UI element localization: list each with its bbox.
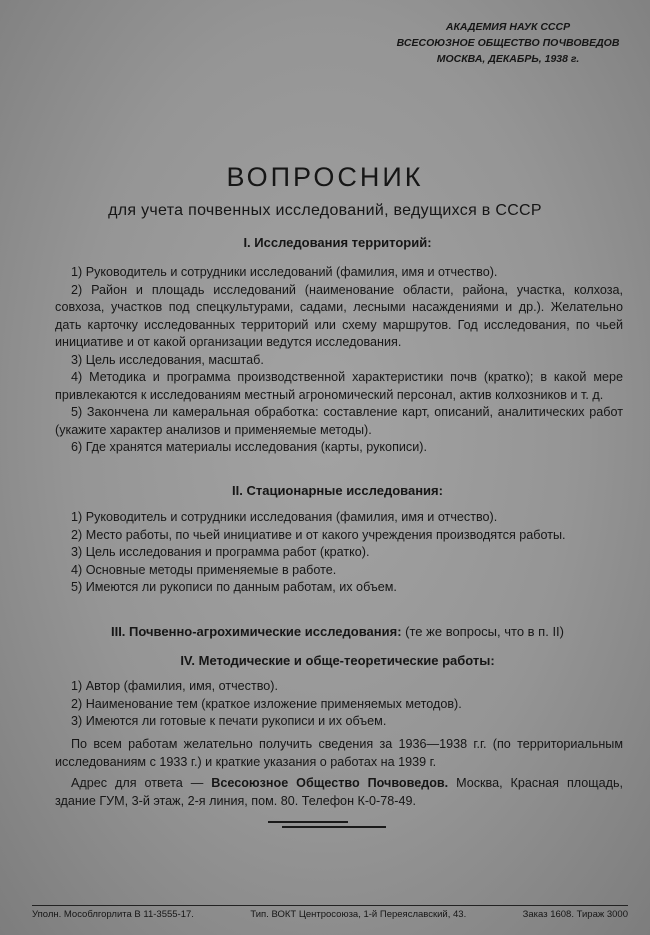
decorative-rule <box>268 821 348 823</box>
footer-printer: Тип. ВОКТ Центросоюза, 1-й Переяславский, 43. <box>250 909 467 920</box>
section-4-items <box>55 678 623 731</box>
list-item: 3) Имеются ли готовые к печати рукописи и их объем. <box>71 714 387 728</box>
list-item: 2) Район и площадь исследований (наименование области, района, участка, колхоза, совхоза, участков под спецкультурами, садами, лесными насаждениями и др.). Желательно дать карточку исследованных территорий или схему маршрутов. Год исследования, по чьей инициативе и от какой организации ведутся исследования. <box>55 282 623 349</box>
list-item: 5) Имеются ли рукописи по данным работам, их объем. <box>71 580 397 594</box>
footer-order: Заказ 1608. Тираж 3000 <box>522 909 628 920</box>
address-paragraph <box>55 775 623 810</box>
section-3-note: (те же вопросы, что в п. II) <box>405 624 565 639</box>
list-item: 4) Методика и программа производственной характеристики почв (кратко); в какой мере привлекаются к исследованиям местный агрономический персонал, актив колхозников и т. д. <box>55 370 623 402</box>
header-line-date: МОСКВА, ДЕКАБРЬ, 1938 г. <box>436 53 580 65</box>
list-item: 3) Цель исследования, масштаб. <box>71 352 264 367</box>
footer-censor: Уполн. Мособлгорлита В 11-3555-17. <box>32 909 194 920</box>
section-1-heading: I. Исследования территорий: <box>243 235 432 250</box>
list-item: 2) Наименование тем (краткое изложение применяемых методов). <box>71 696 462 711</box>
header-line-academy: АКАДЕМИЯ НАУК СССР <box>445 21 571 33</box>
list-item: 1) Руководитель и сотрудники исследования (фамилия, имя и отчество). <box>71 510 498 524</box>
closing-paragraph <box>55 736 623 810</box>
list-item: 6) Где хранятся материалы исследования (карты, рукописи). <box>71 440 427 454</box>
document-title: ВОПРОСНИК <box>226 162 424 192</box>
decorative-rule <box>282 826 386 828</box>
section-4-heading: IV. Методические и обще-теоретические работы: <box>180 653 495 668</box>
printer-footer <box>32 905 628 920</box>
section-2-items <box>55 509 623 597</box>
section-3-title: III. Почвенно-агрохимические исследования: <box>110 624 402 639</box>
closing-text: По всем работам желательно получить сведения за 1936—1938 г.г. (по территориальным исследованиям с 1933 г.) и краткие указания о работах на 1939 г. <box>55 737 623 769</box>
list-item: 1) Автор (фамилия, имя, отчество). <box>71 679 278 693</box>
list-item: 2) Место работы, по чьей инициативе и от какого учреждения производятся работы. <box>71 527 566 542</box>
address-organization: Всесоюзное Общество Почвоведов. <box>211 776 449 790</box>
address-details: Москва, Красная площадь, здание ГУМ, 3-й этаж, 2-я линия, пом. 80. Телефон К-0-78-49. <box>55 776 624 808</box>
section-1-items <box>55 264 623 457</box>
header-line-society: ВСЕСОЮЗНОЕ ОБЩЕСТВО ПОЧВОВЕДОВ <box>396 37 620 49</box>
list-item: 4) Основные методы применяемые в работе. <box>71 562 337 577</box>
list-item: 1) Руководитель и сотрудники исследований (фамилия, имя и отчество). <box>71 265 498 279</box>
address-prefix: Адрес для ответа — <box>71 776 204 790</box>
document-subtitle: для учета почвенных исследований, ведущихся в СССР <box>108 202 542 219</box>
list-item: 5) Закончена ли камеральная обработка: составление карт, описаний, аналитических работ (укажите характер анализов и применяемые методы). <box>55 405 623 437</box>
section-2-heading: II. Стационарные исследования: <box>232 483 443 498</box>
list-item: 3) Цель исследования и программа работ (кратко). <box>71 545 370 559</box>
section-3-heading <box>55 624 620 639</box>
